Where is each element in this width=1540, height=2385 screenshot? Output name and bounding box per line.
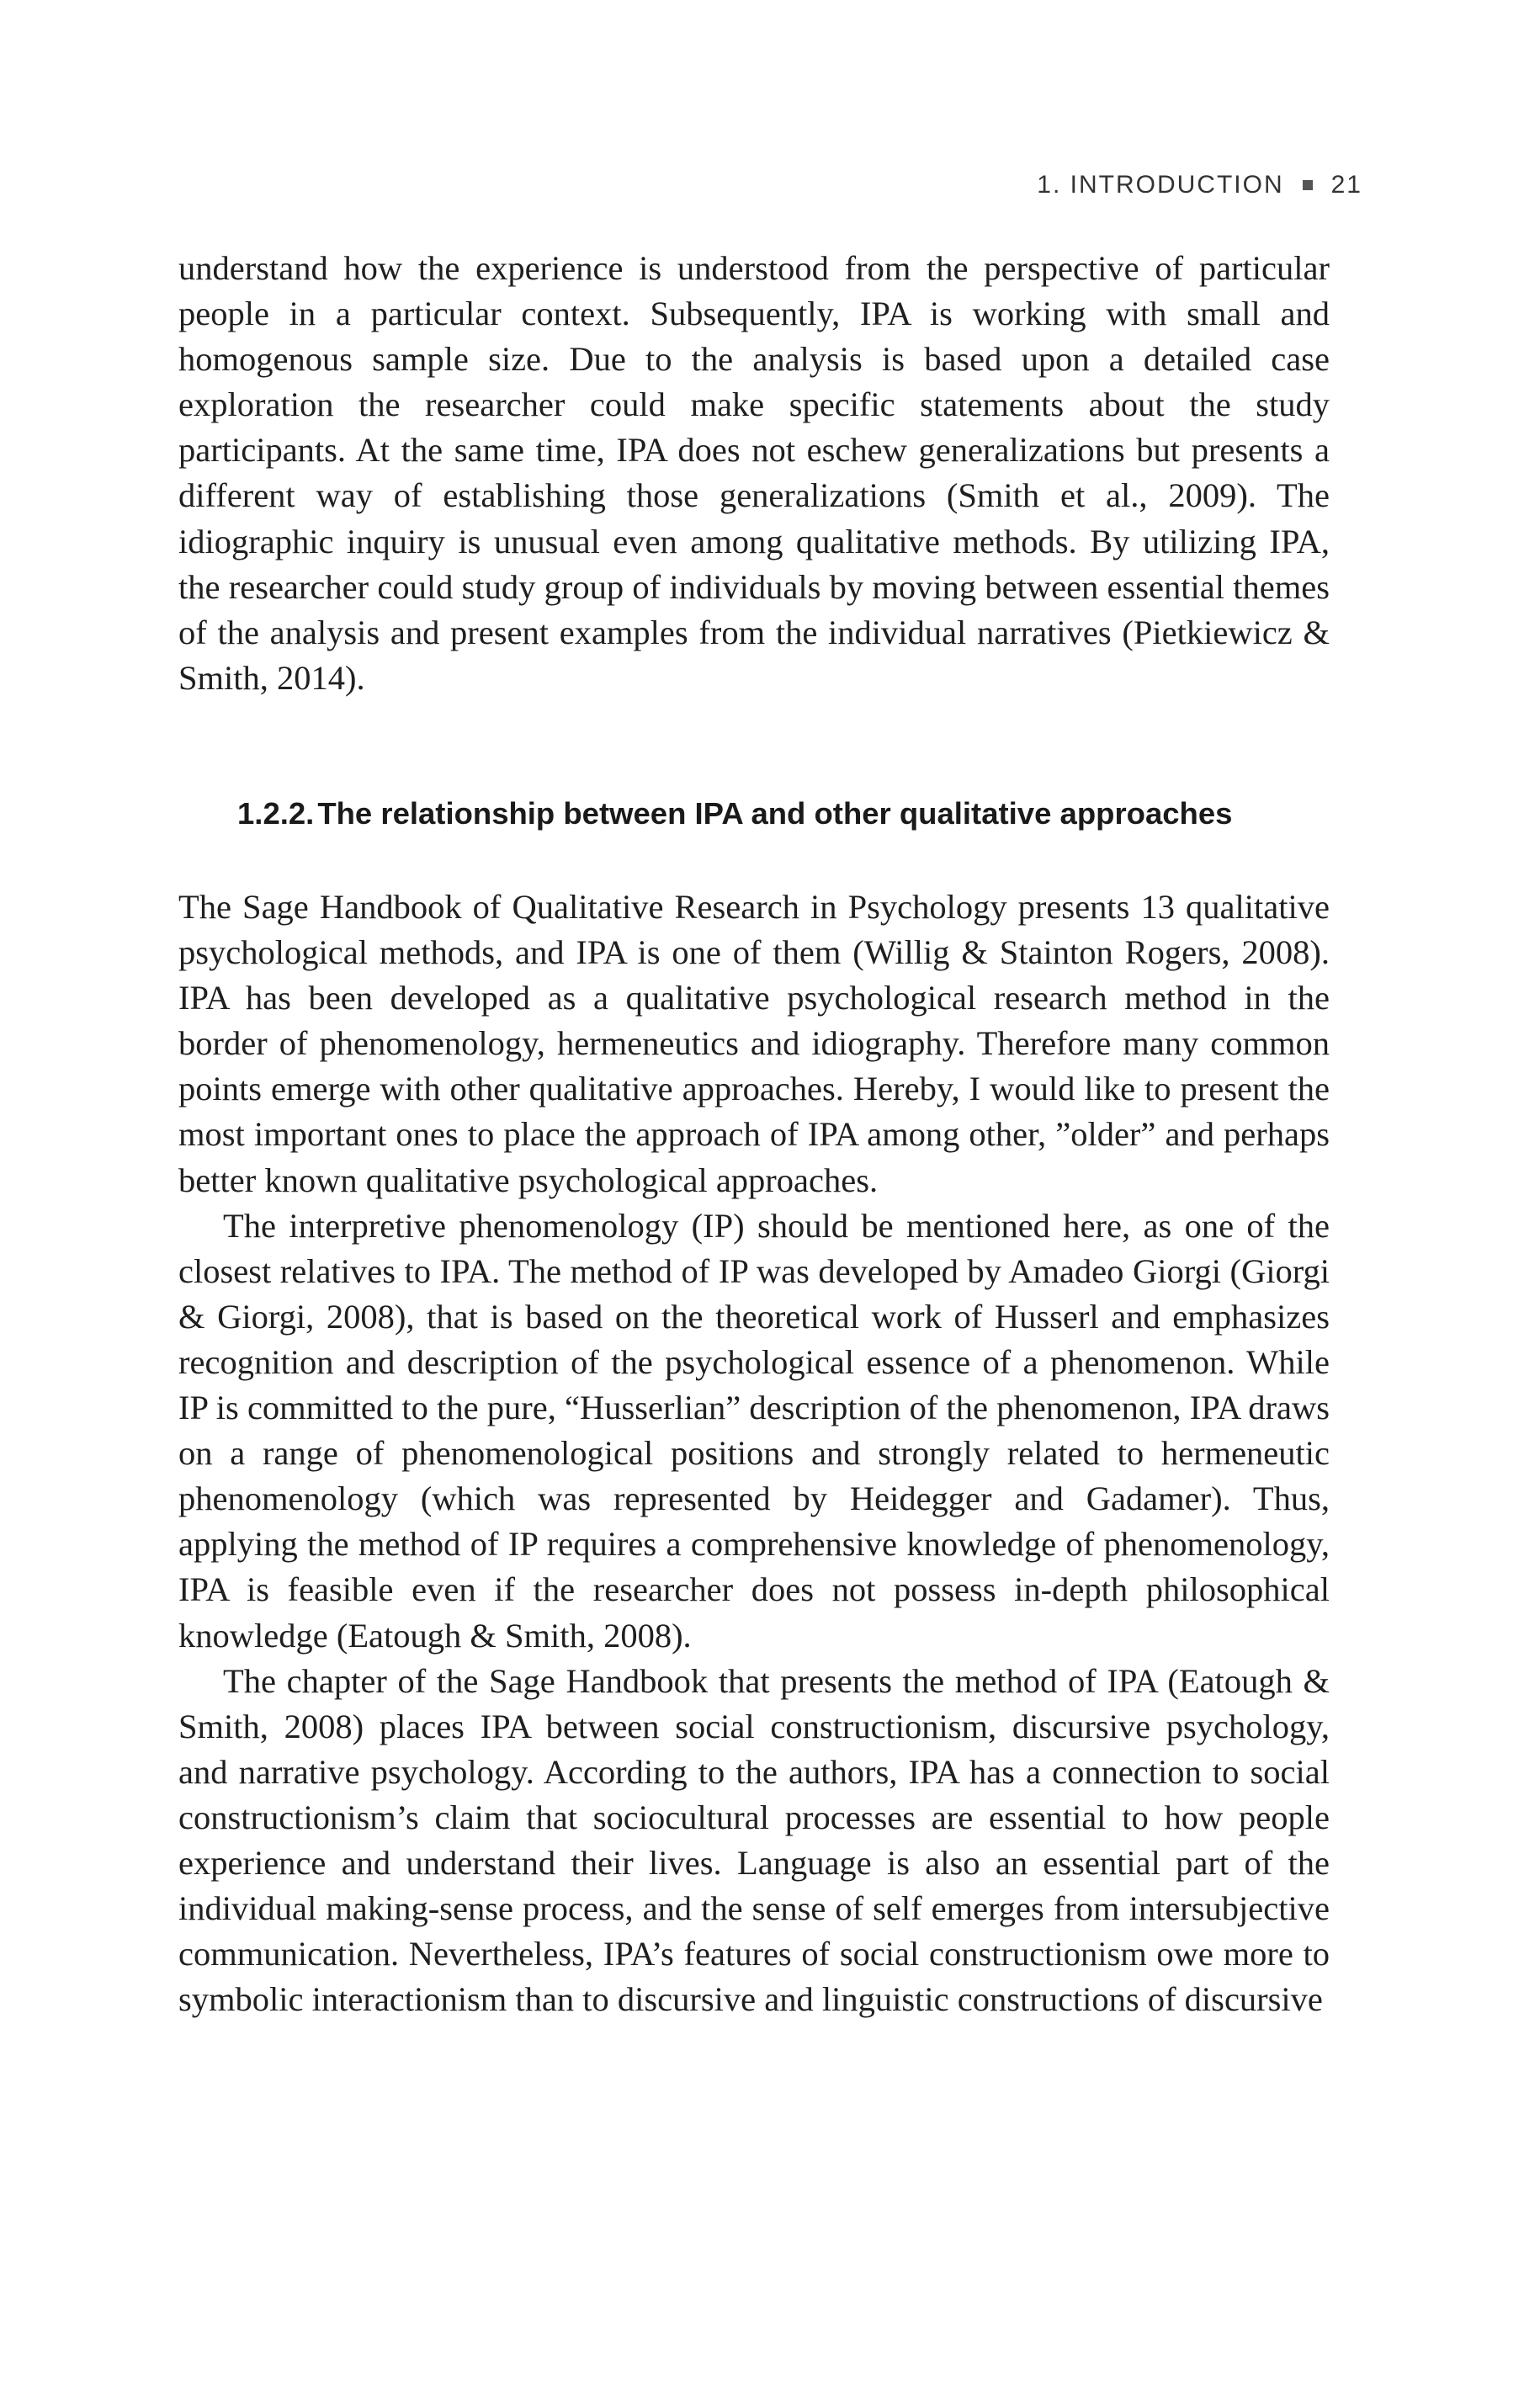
- paragraph: The interpretive phenomenology (IP) should be mentioned here, as one of the closest relatives to IPA. The method of IP was developed by Amadeo Giorgi (Giorgi & Giorgi, 2008), that is based on the theoretical work of Husserl and emphasizes recognition and description of the psychological essence of a phenomenon. While IP is committed to the pure, “Husserlian” description of the phenomenon, IPA draws on a range of phenomenological positions and strongly related to hermeneutic phenomenology (which was represented by Heidegger and Gadamer). Thus, applying the method of IP requires a comprehensive knowledge of phenomenology, IPA is feasible even if the researcher does not possess in-depth philosophical knowledge (Eatough & Smith, 2008).: [178, 1206, 1330, 1655]
- square-bullet-icon: [1303, 180, 1313, 190]
- section-number: 1.2.2.: [237, 796, 315, 831]
- section-heading: [237, 796, 1232, 831]
- paragraph: The Sage Handbook of Qualitative Research in Psychology presents 13 qualitative psychological methods, and IPA is one of them (Willig & Stainton Rogers, 2008). IPA has been developed as a qualitative psychological research method in the border of phenomenology, hermeneutics and idiography. Therefore many common points emerge with other qualitative approaches. Hereby, I would like to present the most important ones to place the approach of IPA among other, ”older” and perhaps better known qualitative psychological approaches.: [178, 888, 1330, 1199]
- body-text-bottom: [178, 884, 1330, 2022]
- paragraph: The chapter of the Sage Handbook that presents the method of IPA (Eatough & Smith, 2008) places IPA between social constructionism, discursive psychology, and narrative psychology. According to the authors, IPA has a connection to social constructionism’s claim that sociocultural processes are essential to how people experience and understand their lives. Language is also an essential part of the individual making-sense process, and the sense of self emerges from intersubjective communication. Nevertheless, IPA’s features of social constructionism owe more to symbolic interactionism than to discursive and linguistic constructions of discursive: [178, 1661, 1330, 2019]
- body-text-top: [178, 246, 1330, 701]
- page-number: 21: [1330, 171, 1362, 199]
- continued-paragraph: understand how the experience is understood from the perspective of particular people in a particular context. Subsequently, IPA is working with small and homogenous sample size. Due to the analysis is based upon a detailed case exploration the researcher could make specific statements about the study participants. At the same time, IPA does not eschew generalizations but presents a different way of establishing those generalizations (Smith et al., 2009). The idiographic inquiry is unusual even among qualitative methods. By utilizing IPA, the researcher could study group of individuals by moving between essential themes of the analysis and present examples from the individual narratives (Pietkiewicz & Smith, 2014).: [178, 249, 1330, 697]
- section-title: The relationship between IPA and other qualitative approaches: [317, 796, 1233, 831]
- chapter-title: 1. INTRODUCTION: [1037, 171, 1284, 199]
- running-head: [1037, 171, 1362, 199]
